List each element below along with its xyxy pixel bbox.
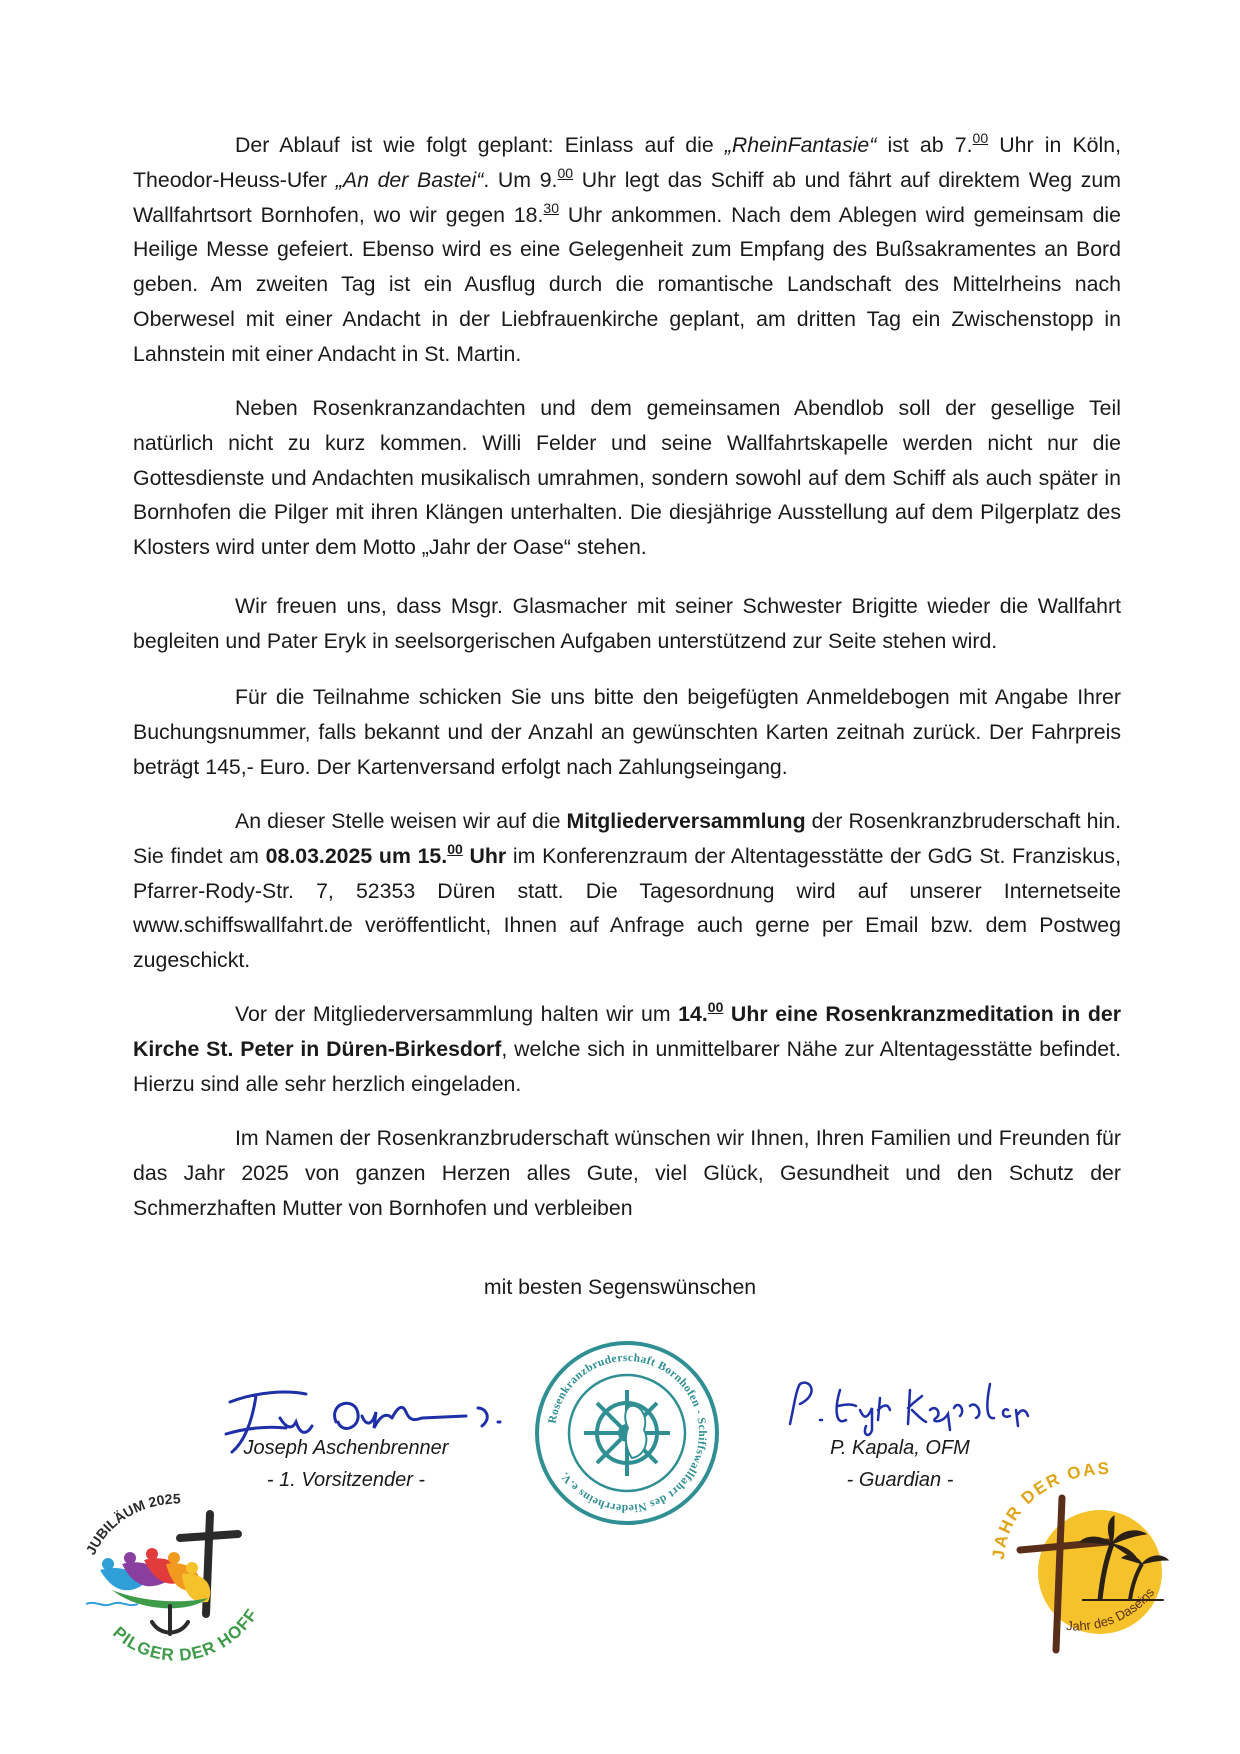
paragraph-1 — [133, 128, 1121, 372]
p4-text: Für die Teilnahme schicken Sie uns bitte den beigefügten Anmeldebogen mit Angabe Ihrer Buchungsnummer, falls bekannt und der Anzahl an gewünschten Karten zeitnah zurück. Der Fahrpreis beträgt 145,- Euro. Der Kartenversand erfolgt nach Zahlungseingang. — [133, 685, 1121, 779]
paragraph-7 — [133, 1121, 1121, 1225]
svg-text:JUBILÄUM 2025 — [82, 1490, 181, 1557]
signer-right — [800, 1432, 1000, 1496]
logo-pilger-der-hoffnung — [74, 1479, 282, 1684]
logo-right-top-text: JAHR DER OASE — [983, 1435, 1112, 1561]
signer-right-name: P. Kapala, OFM — [830, 1437, 970, 1459]
time-superscript: 00 — [557, 164, 574, 181]
p5-text-2: der Rosenkranzbruderschaft hin. Sie findet am — [133, 809, 1121, 868]
seal-text: Rosenkranzbruderschaft Bornhofen - Schiffswallfahrt des Niederrheins e.V. — [546, 1351, 709, 1515]
time-superscript: 00 — [447, 840, 463, 857]
meeting-name: Mitgliederversammlung — [566, 809, 806, 833]
signer-left-name: Joseph Aschenbrenner — [243, 1437, 449, 1459]
p6-text-2: , welche sich in unmittelbarer Nähe zur Altentagesstätte befindet. Hierzu sind alle sehr herzlich eingeladen. — [133, 1036, 1121, 1096]
p2-text: Neben Rosenkranzandachten und dem gemeinsamen Abendlob soll der gesellige Teil natürlich nicht zu kurz kommen. Willi Felder und seine Wallfahrtskapelle werden nicht nur die Gottesdienste und Andachten musikalisch umrahmen, sondern sowohl auf dem Schiff als auch später in Bornhofen die Pilger mit ihren Klängen unterhalten. Die diesjährige Ausstellung auf dem Pilgerplatz des Klosters wird unter dem Motto „Jahr der Oase“ stehen. — [133, 396, 1121, 560]
quay-name: „An der Bastei“ — [335, 167, 484, 192]
meditation-info: Uhr eine Rosenkranzmeditation in der Kirche St. Peter in Düren-Birkesdorf — [133, 1002, 1121, 1061]
p5-text-1: An dieser Stelle weisen wir auf die — [235, 809, 567, 833]
p1-text-4: . Um 9. — [483, 167, 558, 192]
p6-text-1: Vor der Mitgliederversammlung halten wir um — [235, 1002, 679, 1026]
p1-text-6: Uhr ankommen. Nach dem Ablegen wird gemeinsam die Heilige Messe gefeiert. Ebenso wird es eine Gelegenheit zum Empfang des Bußsakramentes an Bord geben. Am zweiten Tag ist ein Ausflug durch die romantische Landschaft des Mittelrheins nach Oberwesel mit einer Andacht in der Liebfrauenkirche geplant, am dritten Tag ein Zwischenstopp in Lahnstein mit einer Andacht in St. Martin. — [133, 202, 1121, 366]
signer-right-role: - Guardian - — [846, 1469, 954, 1491]
time-superscript: 00 — [707, 999, 724, 1015]
madonna-figure-icon — [625, 1406, 646, 1458]
logo-left-bottom-text: PILGER DER HOFFNUNG — [74, 1479, 262, 1665]
time-superscript: 30 — [543, 199, 559, 216]
p1-text-2: ist ab 7. — [876, 133, 973, 157]
seal-stamp — [532, 1338, 722, 1528]
paragraph-2 — [133, 391, 1121, 565]
paragraph-4 — [133, 680, 1121, 784]
p1-text-5: Uhr legt das Schiff ab und fährt auf direktem Weg zum Wallfahrtsort Bornhofen, wo wir gegen 18. — [133, 167, 1121, 227]
logo-jahr-der-oase — [983, 1435, 1190, 1650]
signature-right — [780, 1370, 1040, 1440]
ship-name: „RheinFantasie“ — [724, 133, 877, 157]
time-superscript: 00 — [972, 130, 989, 146]
p3-text: Wir freuen uns, dass Msgr. Glasmacher mit seiner Schwester Brigitte wieder die Wallfahrt begleiten und Pater Eryk in seelsorgerischen Aufgaben unterstützend zur Seite stehen wird. — [133, 594, 1121, 653]
meeting-date: 08.03.2025 um 15. — [265, 843, 448, 868]
p1-text-1: Der Ablauf ist wie folgt geplant: Einlass auf die — [235, 133, 725, 157]
p5-text-3: im Konferenzraum der Altentagesstätte der GdG St. Franziskus, Pfarrer-Rody-Str. 7, 52353 Düren statt. Die Tagesordnung wird auf unserer Internetseite www.schiffswallfahrt.de veröffentlicht, Ihnen auf Anfrage auch gerne per Email bzw. dem Postweg zugeschickt. — [133, 843, 1121, 973]
paragraph-6 — [133, 997, 1121, 1101]
meeting-time-unit: Uhr — [462, 843, 507, 868]
anchor-icon — [152, 1606, 188, 1634]
meditation-time: 14. — [678, 1002, 708, 1026]
closing-line: mit besten Segenswünschen — [483, 1275, 757, 1299]
p1-text-3: Uhr in Köln, Theodor-Heuss-Ufer — [133, 133, 1122, 192]
signer-left — [216, 1432, 476, 1496]
pilgrims-figures-icon — [100, 1548, 210, 1608]
paragraph-5 — [133, 804, 1121, 978]
signer-left-role: - 1. Vorsitzender - — [266, 1469, 426, 1491]
paragraph-3 — [133, 589, 1121, 659]
p7-text: Im Namen der Rosenkranzbruderschaft wünschen wir Ihnen, Ihren Familien und Freunden für das Jahr 2025 von ganzen Herzen alles Gute, viel Glück, Gesundheit und den Schutz der Schmerzhaften Mutter von Bornhofen und verbleiben — [133, 1126, 1121, 1220]
logo-left-top-text: JUBILÄUM 2025 — [82, 1490, 181, 1558]
logo-right-bottom-text: Jahr des Daseins — [1065, 1584, 1158, 1634]
